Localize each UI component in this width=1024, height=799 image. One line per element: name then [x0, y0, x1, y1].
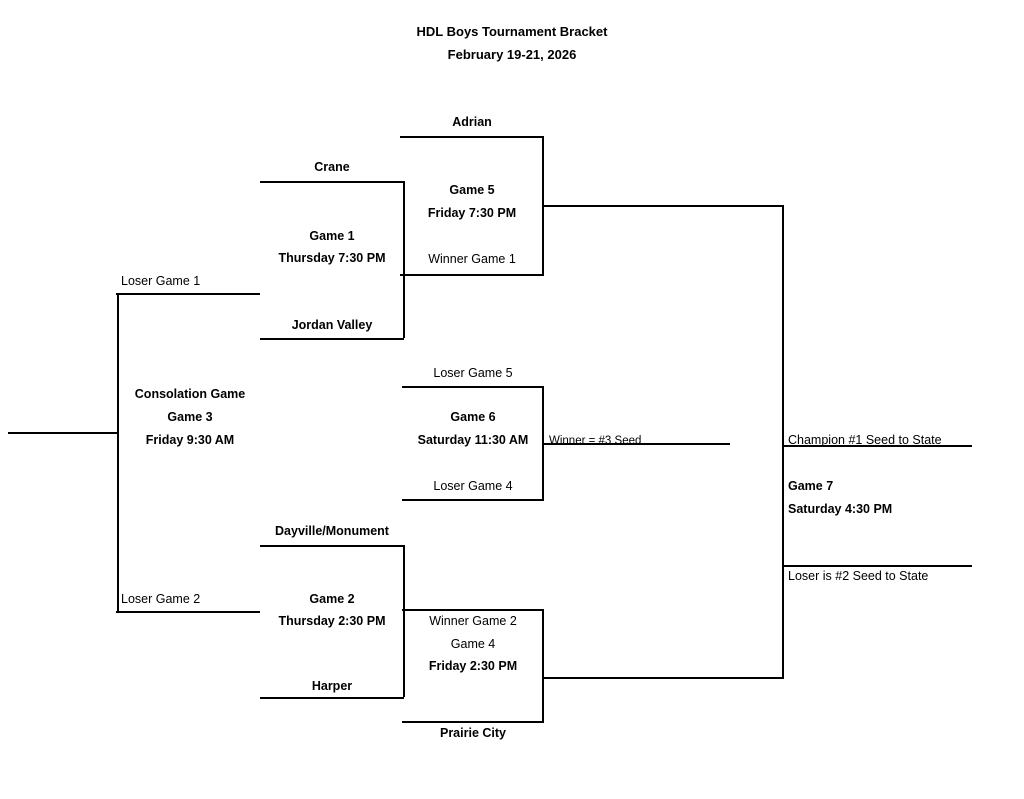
game7-time: Saturday 4:30 PM	[788, 502, 893, 516]
team-adrian: Adrian	[452, 115, 492, 129]
bracket-line-crane	[260, 181, 404, 183]
game7-name: Game 7	[788, 479, 834, 493]
bracket-line-winner-game1	[400, 274, 544, 276]
team-harper: Harper	[311, 679, 353, 693]
team-dayville-monument: Dayville/Monument	[275, 524, 389, 538]
game1-time: Thursday 7:30 PM	[278, 251, 386, 265]
game6-name: Game 6	[450, 410, 496, 424]
bracket-line-harper	[260, 697, 404, 699]
game4-feed-top: Winner Game 2	[429, 614, 517, 628]
game6-note: Winner = #3 Seed	[549, 435, 642, 447]
game4-time: Friday 2:30 PM	[428, 659, 518, 673]
bracket-line-prairie-city	[402, 721, 544, 723]
feed-loser-game1: Loser Game 1	[121, 274, 201, 288]
team-crane: Crane	[314, 160, 350, 174]
game3-title: Consolation Game	[134, 387, 246, 401]
page-subtitle: February 19-21, 2026	[447, 47, 577, 62]
game6-feed-bottom: Loser Game 4	[433, 479, 513, 493]
game6-time: Saturday 11:30 AM	[417, 433, 529, 447]
bracket-line-winner-game2	[402, 609, 544, 611]
game2-time: Thursday 2:30 PM	[278, 614, 386, 628]
team-jordan-valley: Jordan Valley	[291, 318, 373, 332]
game5-feed-bottom: Winner Game 1	[428, 252, 516, 266]
bracket-line-jordan-valley	[260, 338, 404, 340]
bracket-line-loser-game5	[402, 386, 544, 388]
game3-time: Friday 9:30 AM	[145, 433, 235, 447]
bracket-line-adrian	[400, 136, 544, 138]
page-title: HDL Boys Tournament Bracket	[416, 24, 608, 39]
bracket-line-dayville-monument	[260, 545, 404, 547]
game6-feed-top: Loser Game 5	[433, 366, 513, 380]
bracket-line-game4-advance	[542, 677, 784, 679]
bracket-line-runner-up	[782, 565, 972, 567]
bracket-vline-consolation	[117, 293, 119, 613]
bracket-line-game5-advance	[542, 205, 784, 207]
game3-name: Game 3	[167, 410, 213, 424]
game4-name: Game 4	[450, 637, 496, 651]
feed-loser-game2: Loser Game 2	[121, 592, 201, 606]
bracket-line-loser-game1	[116, 293, 260, 295]
bracket-line-consolation-out	[8, 432, 118, 434]
game5-time: Friday 7:30 PM	[427, 206, 517, 220]
team-prairie-city: Prairie City	[439, 726, 506, 740]
game7-champion-label: Champion #1 Seed to State	[788, 433, 942, 447]
game7-runner-up-label: Loser is #2 Seed to State	[788, 569, 929, 583]
bracket-vline-game7	[782, 205, 784, 679]
game1-name: Game 1	[309, 229, 355, 243]
bracket-line-loser-game2	[116, 611, 260, 613]
game2-name: Game 2	[309, 592, 355, 606]
bracket-line-loser-game4	[402, 499, 544, 501]
game5-name: Game 5	[449, 183, 495, 197]
